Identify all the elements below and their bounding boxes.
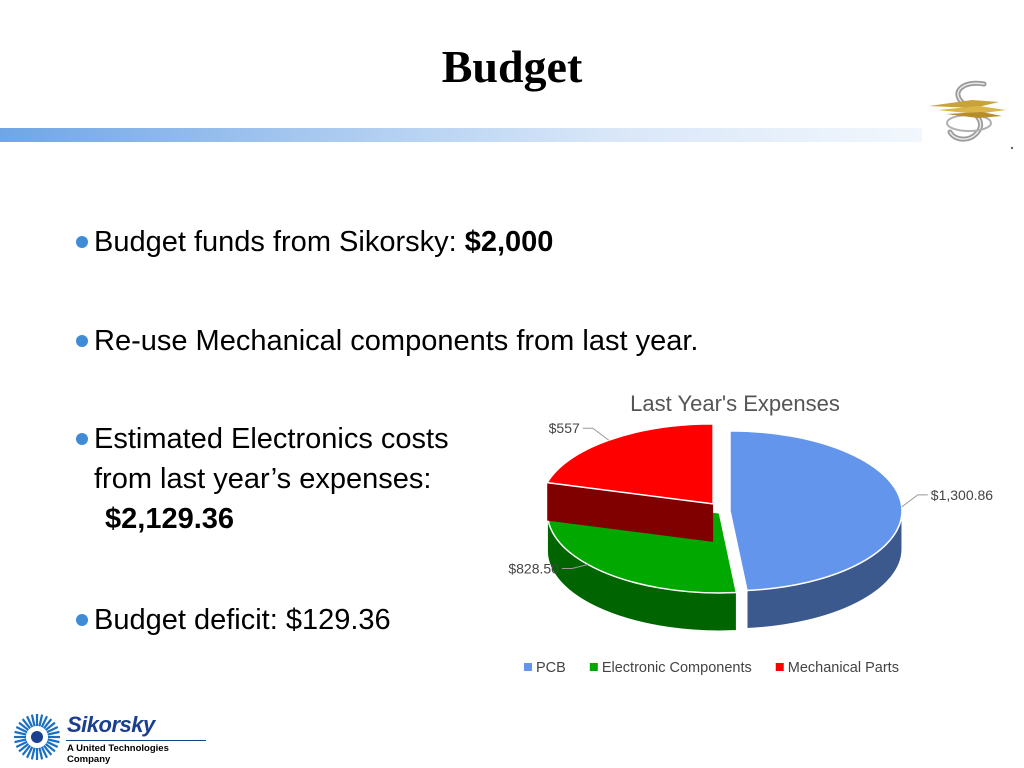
bullet-item-estimate: [74, 419, 449, 539]
data-label: $828.50: [508, 560, 559, 577]
logo-subtitle: A United Technologies Company: [67, 743, 169, 765]
bullet-dot-icon: [76, 433, 88, 445]
pie-slice-0: [730, 431, 902, 629]
bullet-text: from last year’s expenses:: [94, 463, 432, 495]
bullet-value: $2,000: [464, 226, 554, 258]
sikorsky-sunburst-icon: [12, 712, 62, 762]
bullet-text: Budget funds from Sikorsky:: [94, 226, 465, 258]
bullet-item-reuse: [74, 321, 698, 361]
data-label-leader: [583, 428, 609, 440]
legend-item: [776, 660, 899, 676]
bullet-text: Estimated Electronics costs: [94, 423, 449, 455]
bullet-text: Budget deficit: $129.36: [94, 604, 391, 636]
data-label: $1,300.86: [930, 486, 994, 503]
data-label-leader: [902, 495, 928, 507]
legend-swatch: [524, 663, 532, 671]
sikorsky-logo: [10, 710, 210, 765]
legend-swatch: [776, 663, 784, 671]
legend-label: Electronic Components: [601, 660, 752, 676]
sikorsky-s-emblem-icon: [924, 78, 1019, 158]
legend-label: Mechanical Parts: [787, 660, 899, 676]
bullet-value: $2,129.36: [105, 503, 235, 535]
bullet-item-funds: [74, 222, 553, 262]
expenses-pie-chart: [440, 380, 1020, 700]
data-label: $557: [548, 420, 580, 437]
bullet-dot-icon: [76, 614, 88, 626]
legend-item: [590, 660, 752, 676]
legend-label: PCB: [536, 660, 566, 676]
slide-title: Budget: [441, 41, 583, 92]
bullet-dot-icon: [76, 335, 88, 347]
chart-title: Last Year's Expenses: [630, 391, 840, 416]
legend-swatch: [590, 663, 598, 671]
logo-company-name: Sikorsky: [67, 712, 155, 737]
legend-item: [524, 660, 566, 676]
title-underline-bar: [0, 128, 922, 142]
bullet-item-deficit: [74, 600, 391, 640]
bullet-dot-icon: [76, 236, 88, 248]
logo-divider: [66, 740, 206, 741]
bullet-text: Re-use Mechanical components from last year.: [94, 325, 699, 357]
